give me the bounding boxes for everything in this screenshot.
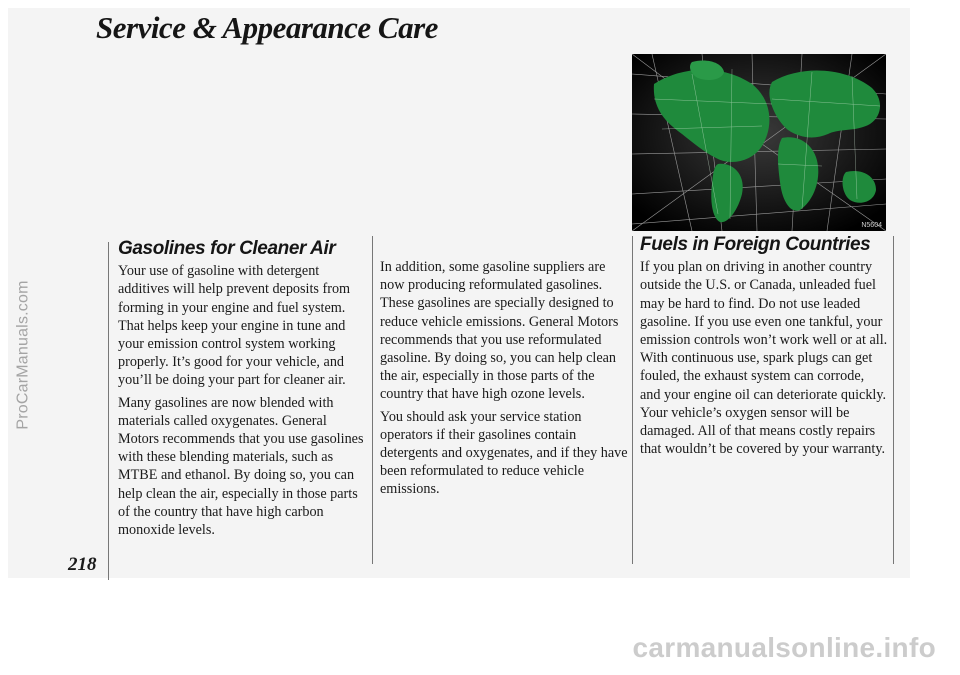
paragraph: If you plan on driving in another country outside the U.S. or Canada, unleaded fuel may be hard to find. Do not use leaded gasoline. If you use even one tankful, your emission controls won’t work well or at all. With continuous use, spark plugs can get fouled, the exhaust system can corrode, and your engine oil can deteriorate quickly. Your vehicle’s oxygen sensor will be damaged. All of that means costly repairs that wouldn’t be covered by your warranty. [640,259,888,458]
footer-watermark: carmanualsonline.info [632,632,936,663]
page-title: Service & Appearance Care [96,10,438,45]
column-3 [640,236,888,462]
side-watermark-text: ProCarManuals.com [15,280,33,430]
section-heading-foreign-countries: Fuels in Foreign Countries [640,234,871,255]
section-heading-cleaner-air: Gasolines for Cleaner Air [118,238,336,259]
column-2 [380,258,628,503]
figure-id-label: N5604 [861,222,882,229]
margin-rule [108,242,109,580]
side-watermark [14,125,34,585]
column-divider-2 [632,236,633,564]
page-number: 218 [68,554,97,575]
paragraph: You should ask your service station operators if their gasolines contain detergents and oxygenates, and if they have been reformulated to reduce vehicle emissions. [380,408,628,498]
paragraph: Many gasolines are now blended with materials called oxygenates. General Motors recommends that you use gasolines with these blending materials, such as MTBE and ethanol. By doing so, you can help clean the air, especially in those parts of the country that have high carbon monoxide levels. [118,394,364,539]
paragraph: In addition, some gasoline suppliers are now producing reformulated gasolines. These gasolines are specially designed to reduce vehicle emissions. General Motors recommends that you use reformulated gasoline. By doing so, you can help clean the air, especially in those parts of the country that have high ozone levels. [380,259,619,403]
column-divider-1 [372,236,373,564]
column-1 [118,240,370,543]
world-map-image [632,54,886,231]
column-divider-3 [893,236,894,564]
paragraph: Your use of gasoline with detergent additives will help prevent deposits from forming in your engine and fuel system. That helps keep your engine in tune and your emission control system working properly. It’s good for your vehicle, and you’ll be doing your part for cleaner air. [118,263,351,389]
